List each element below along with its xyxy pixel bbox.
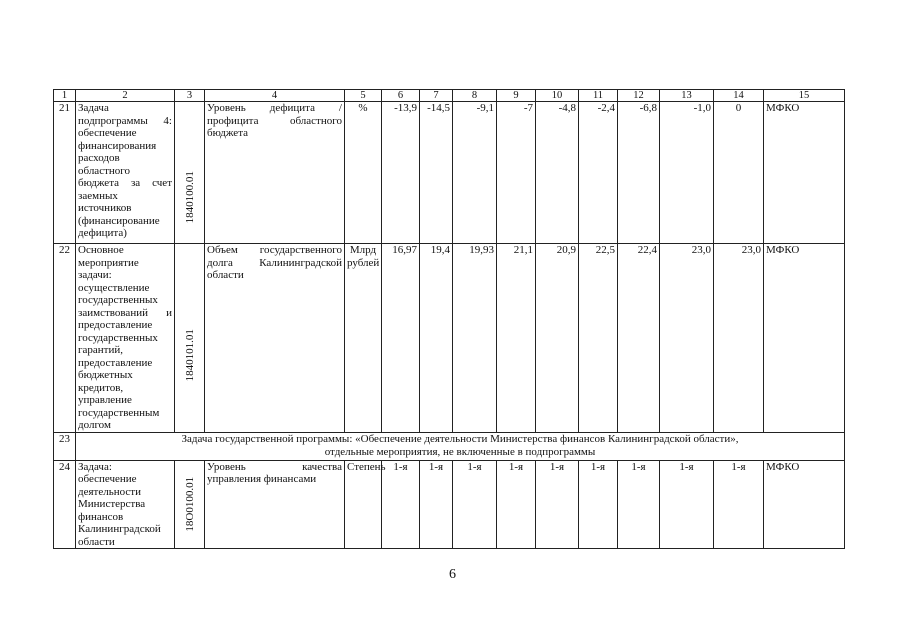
column-number: 8	[453, 90, 497, 102]
row-number: 22	[54, 244, 76, 433]
column-number: 13	[660, 90, 714, 102]
value-cell: 21,1	[497, 244, 536, 433]
code-label: 1840101.01	[183, 329, 196, 382]
value-cell: 1-я	[579, 460, 618, 549]
column-number: 4	[205, 90, 345, 102]
value-cell: 22,5	[579, 244, 618, 433]
code-cell	[175, 244, 205, 433]
indicator-cell: Уровень качества управления финансами	[205, 460, 345, 549]
code-label: 18О0100.01	[183, 476, 196, 532]
column-number: 3	[175, 90, 205, 102]
value-cell: 1-я	[660, 460, 714, 549]
page-number: 6	[449, 567, 456, 582]
value-cell: -7	[497, 102, 536, 244]
code-label: 1840100.01	[183, 170, 196, 223]
column-number: 9	[497, 90, 536, 102]
column-number: 15	[764, 90, 845, 102]
indicator-cell: Объем государственного долга Калининградской области	[205, 244, 345, 433]
program-task-line-1: Задача государственной программы: «Обеспечение деятельности Министерства финансов Калининградской области»,	[181, 432, 739, 445]
value-cell: 1-я	[420, 460, 453, 549]
responsible-cell: МФКО	[764, 460, 845, 549]
column-number: 6	[382, 90, 420, 102]
table-row	[54, 244, 845, 433]
value-cell: -14,5	[420, 102, 453, 244]
code-cell	[175, 460, 205, 549]
column-number: 1	[54, 90, 76, 102]
responsible-cell: МФКО	[764, 102, 845, 244]
indicator-cell: Уровень дефицита / профицита областного бюджета	[205, 102, 345, 244]
value-cell: 1-я	[714, 460, 764, 549]
table-row	[54, 460, 845, 549]
value-cell: -4,8	[536, 102, 579, 244]
row-number: 23	[54, 432, 76, 460]
value-cell: 1-я	[618, 460, 660, 549]
column-number: 11	[579, 90, 618, 102]
unit-cell: %	[345, 102, 382, 244]
value-cell: 16,97	[382, 244, 420, 433]
code-cell	[175, 102, 205, 244]
value-cell: 1-я	[536, 460, 579, 549]
value-cell: 1-я	[453, 460, 497, 549]
column-number: 14	[714, 90, 764, 102]
column-number: 10	[536, 90, 579, 102]
table-row	[54, 432, 845, 460]
unit-cell: Степень	[345, 460, 382, 549]
row-number: 24	[54, 460, 76, 549]
value-cell: -2,4	[579, 102, 618, 244]
table-row	[54, 102, 845, 244]
value-cell: 1-я	[497, 460, 536, 549]
value-cell: -9,1	[453, 102, 497, 244]
value-cell: 23,0	[660, 244, 714, 433]
task-cell: Основное мероприятие задачи: осуществление государственных заимствований и предоставление государственных гарантий, предоставление бюджетных кредитов, управление государственным долгом	[76, 244, 175, 433]
program-indicators-table	[53, 89, 845, 549]
column-number: 2	[76, 90, 175, 102]
value-cell: 23,0	[714, 244, 764, 433]
task-cell: Задача: обеспечение деятельности Министерства финансов Калининградской области	[76, 460, 175, 549]
column-number: 12	[618, 90, 660, 102]
value-cell: 19,4	[420, 244, 453, 433]
value-cell: 1-я	[382, 460, 420, 549]
value-cell: 19,93	[453, 244, 497, 433]
responsible-cell: МФКО	[764, 244, 845, 433]
value-cell: 0	[714, 102, 764, 244]
value-cell: -13,9	[382, 102, 420, 244]
column-number: 7	[420, 90, 453, 102]
value-cell: -1,0	[660, 102, 714, 244]
value-cell: -6,8	[618, 102, 660, 244]
row-number: 21	[54, 102, 76, 244]
value-cell: 20,9	[536, 244, 579, 433]
column-number-row	[54, 90, 845, 102]
column-number: 5	[345, 90, 382, 102]
value-cell: 22,4	[618, 244, 660, 433]
program-task-line-2: отдельные мероприятия, не включенные в подпрограммы	[324, 445, 596, 458]
unit-cell: Млрд рублей	[345, 244, 382, 433]
task-cell: Задача подпрограммы 4: обеспечение финансирования расходов областного бюджета за счет заемных источников (финансирование дефицита)	[76, 102, 175, 244]
program-task-heading	[76, 432, 845, 460]
